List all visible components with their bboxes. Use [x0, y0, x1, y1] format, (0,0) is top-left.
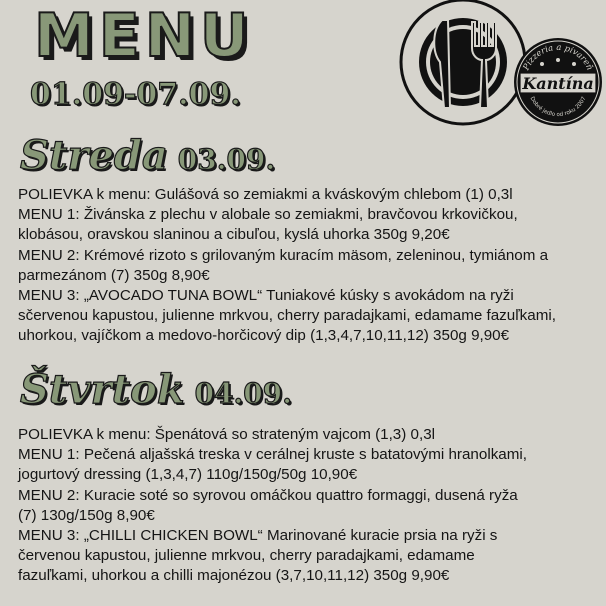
day-heading-streda	[20, 132, 276, 179]
day-name: Streda	[20, 132, 168, 179]
menu-line: parmezánom (7) 350g 8,90€	[18, 266, 210, 284]
menu-line: klobásou, oravskou slaninou a cibuľou, kyslá uhorka 350g 9,20€	[18, 226, 450, 244]
kantina-logo	[512, 36, 604, 128]
menu-line: POLIEVKA k menu: Špenátová so strateným vajcom (1,3) 0,3l	[18, 426, 436, 443]
logo-top-text: Pizzeria a pivareň	[521, 42, 595, 73]
menu-line: uhorkou, vajíčkom a medovo-horčicový dip (1,3,4,7,10,11,12) 350g 9,90€	[18, 327, 510, 345]
menu-list-stvrtok	[18, 425, 598, 587]
menu-line: MENU 1: Pečená aljašská treska v cerálnej kruste s batatovými hranolkami,	[18, 446, 527, 464]
menu-line: fazuľkami, uhorkou a chilli majonézou (3,7,10,11,12) 350g 9,90€	[18, 567, 450, 585]
menu-line: MENU 3: „AVOCADO TUNA BOWL“ Tuniakové kúsky s avokádom na ryži	[18, 287, 514, 305]
menu-line: (7) 130g/150g 8,90€	[18, 506, 155, 524]
day-heading-stvrtok	[20, 366, 292, 413]
day-date: 04.09.	[194, 377, 292, 410]
plate-fork-knife-icon	[398, 0, 528, 130]
logo-bottom-text: Dobré jedlo od roku 2007	[528, 95, 588, 119]
menu-line: MENU 2: Kuracie soté so syrovou omáčkou quattro formaggi, dusená ryža	[18, 486, 518, 504]
week-date-range: 01.09-07.09.	[30, 77, 241, 112]
menu-line: jogurtový dressing (1,3,4,7) 110g/150g/50g 10,90€	[18, 466, 358, 484]
menu-title: MENU	[34, 1, 254, 71]
menu-line: červenou kapustou, julienne mrkvou, cherry paradajkami, edamame	[18, 547, 475, 565]
day-date: 03.09.	[177, 143, 276, 176]
day-name: Štvrtok	[20, 366, 185, 413]
menu-list-streda	[18, 185, 598, 347]
logo-name: Kantína	[522, 74, 594, 93]
menu-line: MENU 2: Krémové rizoto s grilovaným kuracím mäsom, zeleninou, tymiánom a	[18, 246, 549, 264]
menu-line: MENU 1: Živánska z plechu v alobale so zemiakmi, bravčovou krkovičkou,	[18, 206, 518, 224]
menu-line: sčervenou kapustou, julienne mrkvou, cherry paradajkami, edamame fazuľkami,	[18, 307, 556, 325]
menu-line: MENU 3: „CHILLI CHICKEN BOWL“ Marinované kuracie prsia na ryži s	[18, 527, 498, 545]
menu-line: POLIEVKA k menu: Gulášová so zemiakmi a kváskovým chlebom (1) 0,3l	[18, 186, 513, 203]
